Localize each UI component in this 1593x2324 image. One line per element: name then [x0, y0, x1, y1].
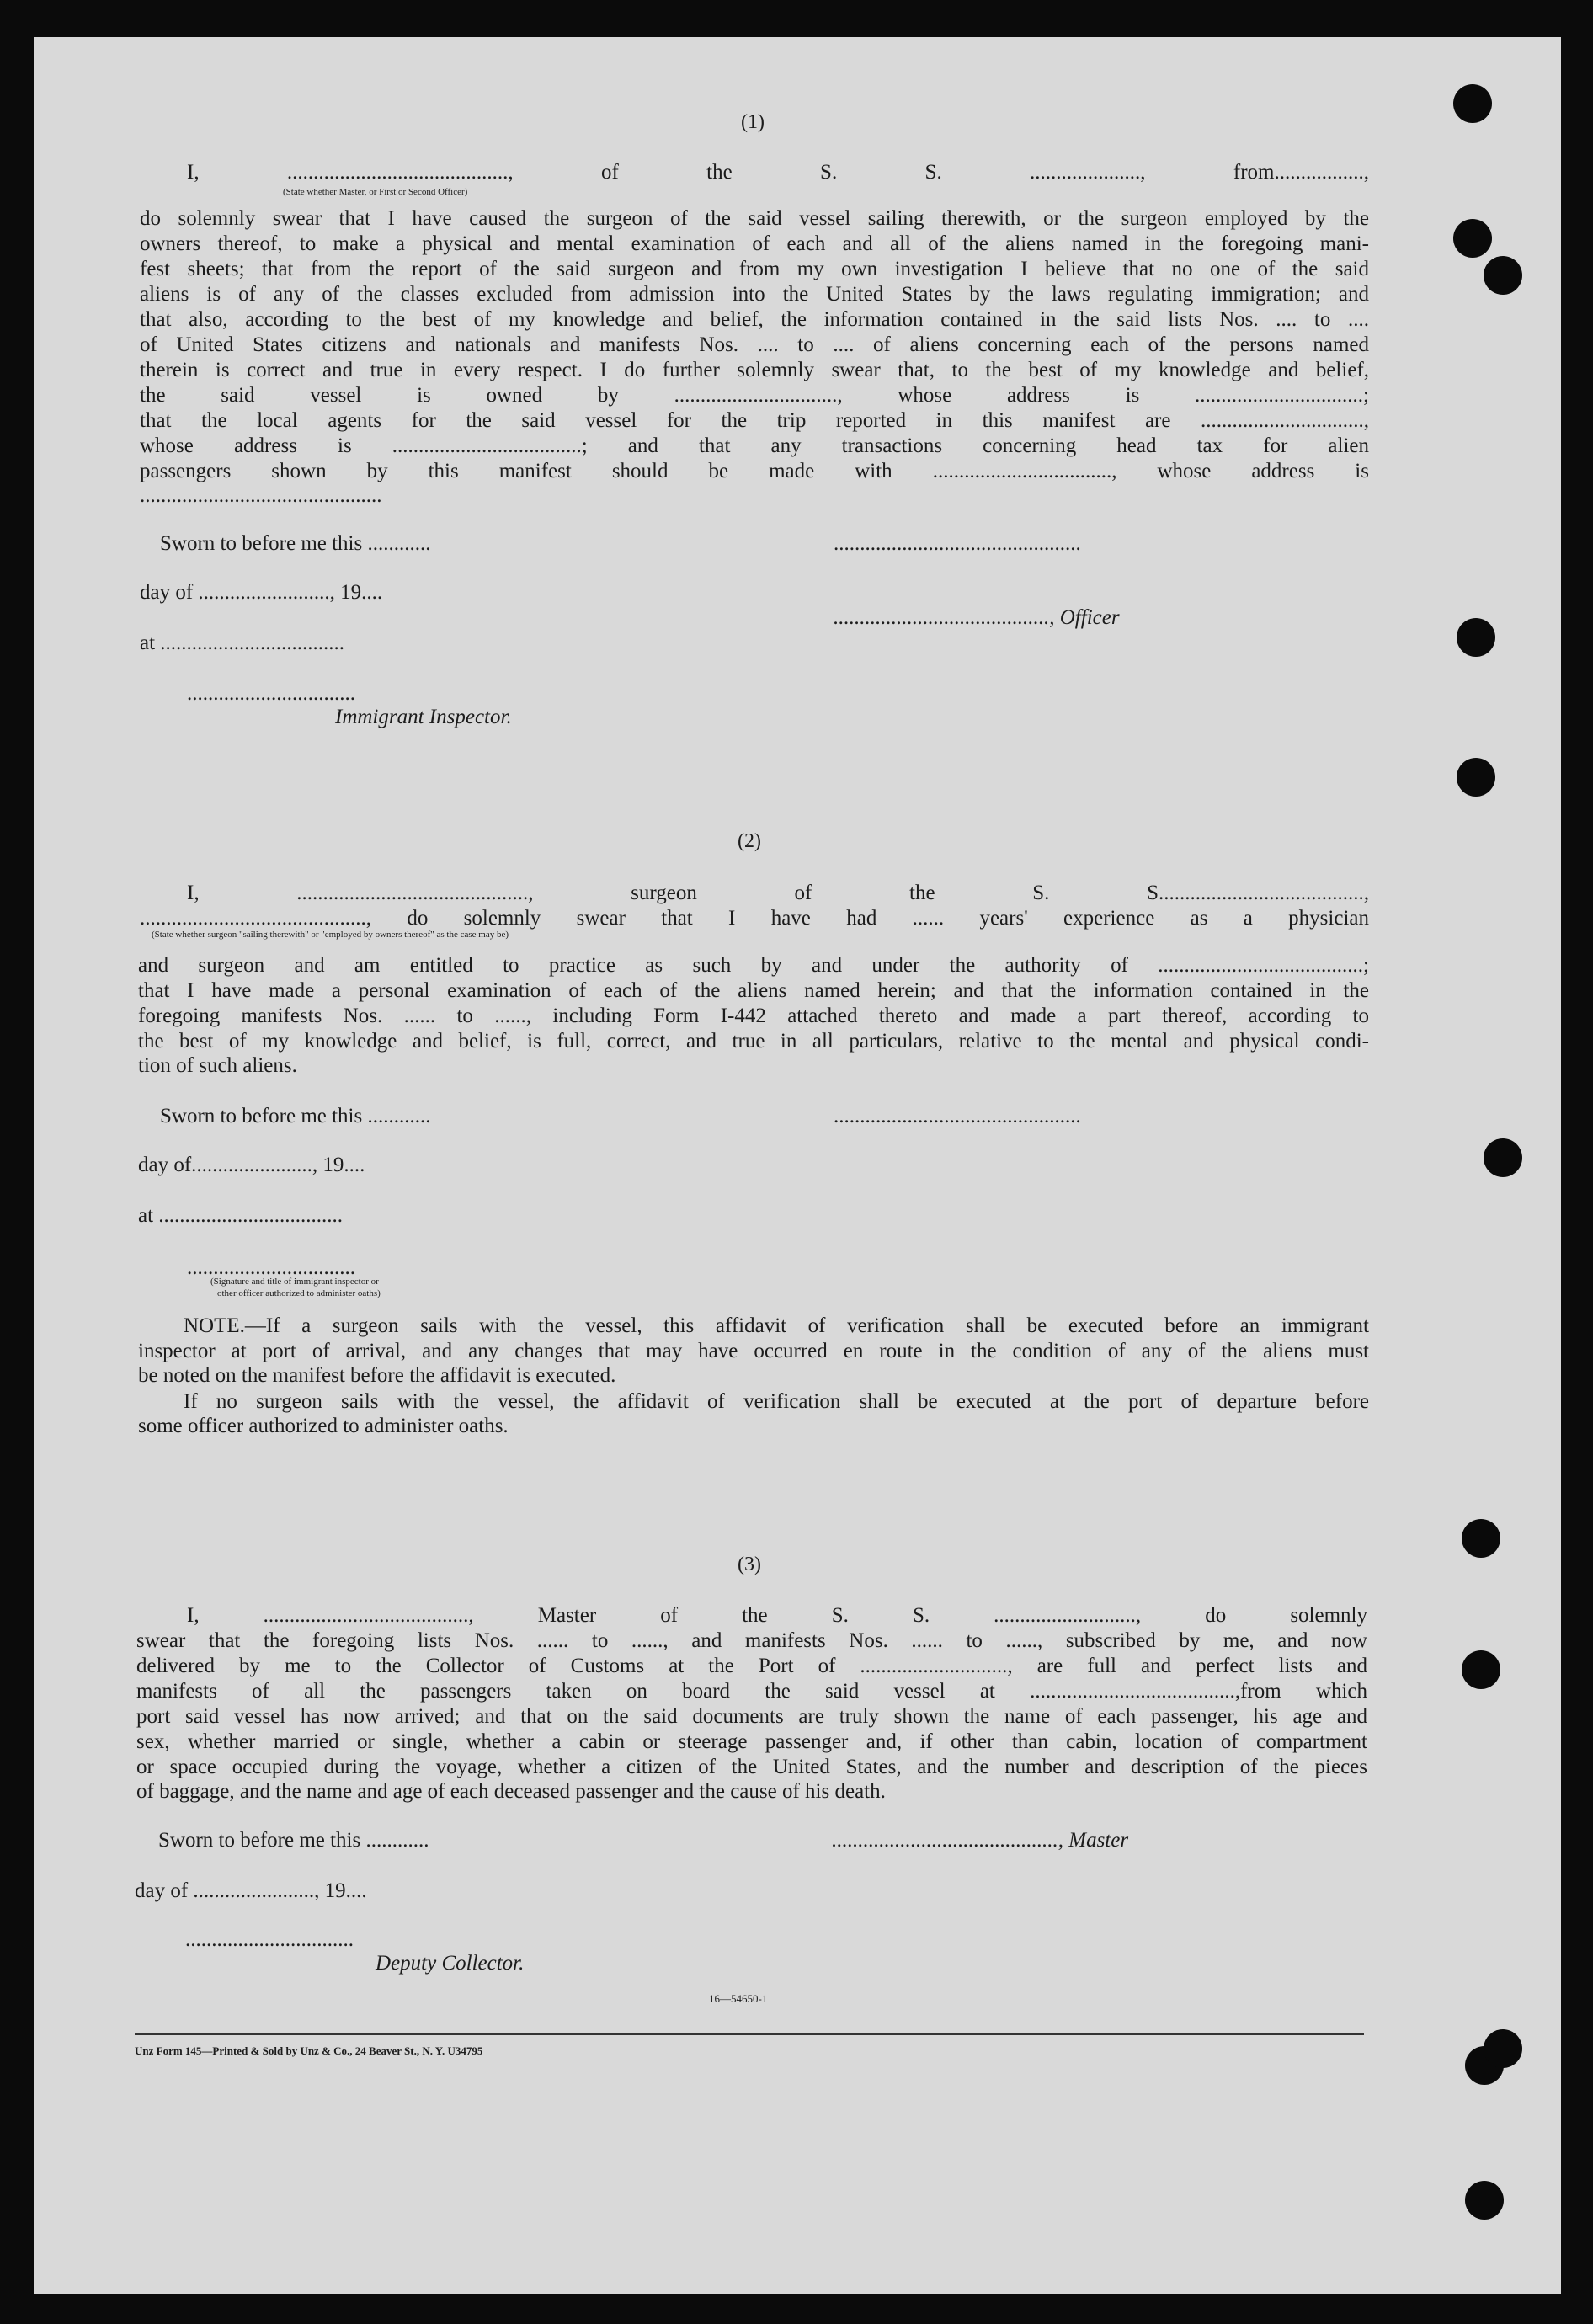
note2-line: If no surgeon sails with the vessel, the affidavit of verification shall be executed at the port of departure before [184, 1390, 1369, 1413]
section3-heading: (3) [738, 1554, 761, 1575]
section1-para-line: owners thereof, to make a physical and mental examination of each and all of the aliens named in the foregoing mani- [140, 232, 1369, 255]
note-last-line: be noted on the manifest before the affidavit is executed. [138, 1364, 616, 1387]
section1-para-line: do solemnly swear that I have caused the surgeon of the said vessel sailing therewith, or the surgeon employed by the [140, 207, 1369, 230]
section3-para-line: delivered by me to the Collector of Customs at the Port of ............................, are full and perfect lists and [136, 1655, 1367, 1677]
punch-hole-1 [1453, 84, 1492, 123]
section1-para-line: passengers shown by this manifest should be made with .................................., whose address is [140, 460, 1369, 482]
section1-line1: I, .........................................., of the S. S. ....................., from................., [187, 161, 1369, 184]
section3-para-line: I, ......................................., Master of the S. S. ..........................., do solemnly [187, 1604, 1367, 1627]
section1-para-line: that also, according to the best of my knowledge and belief, the information contained in the said lists Nos. .... to .... [140, 308, 1369, 331]
punch-hole-4 [1457, 618, 1495, 657]
section3-collector-label: Deputy Collector. [376, 1952, 525, 1975]
section3-para-line: sex, whether married or single, whether a cabin or steerage passenger and, if other than cabin, location of compartment [136, 1730, 1367, 1753]
section2-line1: I, ............................................, surgeon of the S. S......................................., [187, 882, 1369, 904]
note2-last-line: some officer authorized to administer oaths. [138, 1415, 509, 1437]
footer-rule [135, 2034, 1364, 2035]
section1-para-line: that the local agents for the said vessel for the trip reported in this manifest are ..............................., [140, 409, 1369, 432]
section3-master-line: ..........................................., Master [832, 1829, 1129, 1852]
note-line: inspector at port of arrival, and any changes that may have occurred en route in the condition of any of the aliens must [138, 1340, 1369, 1362]
section1-para-line: fest sheets; that from the report of the said surgeon and from my own investigation I believe that no one of the said [140, 258, 1369, 280]
section3-para-line: swear that the foregoing lists Nos. ...... to ......, and manifests Nos. ...... to ......, subscribed by me, and now [136, 1629, 1367, 1652]
section3-para-line: or space occupied during the voyage, whether a citizen of the United States, and the number and description of the pieces [136, 1756, 1367, 1778]
section2-line2-note: (State whether surgeon "sailing therewith" or "employed by owners thereof" as the case may be) [152, 930, 509, 940]
section1-day-line: day of ........................., 19.... [140, 581, 383, 604]
section1-inspector-dots: ................................ [187, 682, 355, 705]
form-number: 16—54650-1 [709, 1992, 768, 2005]
section1-inspector-label: Immigrant Inspector. [335, 706, 512, 728]
punch-hole-10 [1484, 2029, 1522, 2068]
punch-hole-8 [1462, 1650, 1500, 1689]
section1-para-line: of United States citizens and nationals and manifests Nos. .... to .... of aliens concerning each of the persons named [140, 333, 1369, 356]
section2-para-line: that I have made a personal examination of each of the aliens named herein; and that the information contained in the [138, 979, 1369, 1002]
section2-sworn-line: Sworn to before me this ............ [160, 1105, 431, 1127]
section1-heading: (1) [741, 111, 765, 133]
section3-para-line: manifests of all the passengers taken on board the said vessel at .......................................,from which [136, 1680, 1367, 1703]
section3-collector-dots: ................................ [185, 1928, 354, 1951]
section3-para-line: port said vessel has now arrived; and that on the said documents are truly shown the name of each passenger, his age and [136, 1705, 1367, 1728]
section2-inspector-note-1: (Signature and title of immigrant inspector or [210, 1277, 379, 1287]
section2-para-last-line: tion of such aliens. [138, 1054, 297, 1077]
section1-signature-dots: ............................................... [834, 532, 1081, 555]
section2-inspector-dots: ................................ [187, 1256, 355, 1279]
punch-hole-11 [1465, 2181, 1504, 2220]
section1-officer-line: ........................................., Officer [834, 606, 1120, 629]
section2-para-line: foregoing manifests Nos. ...... to ......, including Form I-442 attached thereto and made a part thereof, according to [138, 1005, 1369, 1027]
note-line: NOTE.—If a surgeon sails with the vessel, this affidavit of verification shall be executed before an immigrant [184, 1314, 1369, 1337]
section2-heading: (2) [738, 830, 761, 852]
section1-para-line: whose address is ....................................; and that any transactions concerning head tax for alien [140, 434, 1369, 457]
section1-sworn-line: Sworn to before me this ............ [160, 532, 431, 555]
section2-signature-dots: ............................................... [834, 1105, 1081, 1127]
punch-hole-5 [1457, 758, 1495, 797]
section1-para-last-line: .............................................. [140, 484, 382, 507]
section2-day-line: day of......................., 19.... [138, 1154, 365, 1176]
punch-hole-2 [1453, 219, 1492, 258]
section1-para-line: therein is correct and true in every respect. I do further solemnly swear that, to the best of my knowledge and belief, [140, 359, 1369, 381]
punch-hole-3 [1484, 256, 1522, 295]
section1-line1-note: (State whether Master, or First or Second Officer) [283, 187, 468, 197]
section1-para-line: the said vessel is owned by ..............................., whose address is ................................; [140, 384, 1369, 407]
section3-sworn-line: Sworn to before me this ............ [158, 1829, 429, 1852]
punch-hole-6 [1484, 1138, 1522, 1177]
section1-para-line: aliens is of any of the classes excluded from admission into the United States by the laws regulating immigration; and [140, 283, 1369, 306]
punch-hole-7 [1462, 1519, 1500, 1558]
section1-at-line: at ................................... [140, 632, 345, 654]
section2-para-line: the best of my knowledge and belief, is full, correct, and true in all particulars, relative to the mental and physical condi- [138, 1030, 1369, 1053]
section2-line2: ..........................................., do solemnly swear that I have had ...... years' experience as a physician [140, 907, 1369, 930]
footer-imprint: Unz Form 145—Printed & Sold by Unz & Co., 24 Beaver St., N. Y. U34795 [135, 2044, 483, 2057]
section2-para-line: and surgeon and am entitled to practice as such by and under the authority of .......................................; [138, 954, 1369, 977]
section3-para-last-line: of baggage, and the name and age of each deceased passenger and the cause of his death. [136, 1780, 886, 1803]
section3-day-line: day of ......................., 19.... [135, 1879, 367, 1902]
section2-at-line: at ................................... [138, 1204, 344, 1227]
section2-inspector-note-2: other officer authorized to administer oaths) [217, 1288, 381, 1298]
